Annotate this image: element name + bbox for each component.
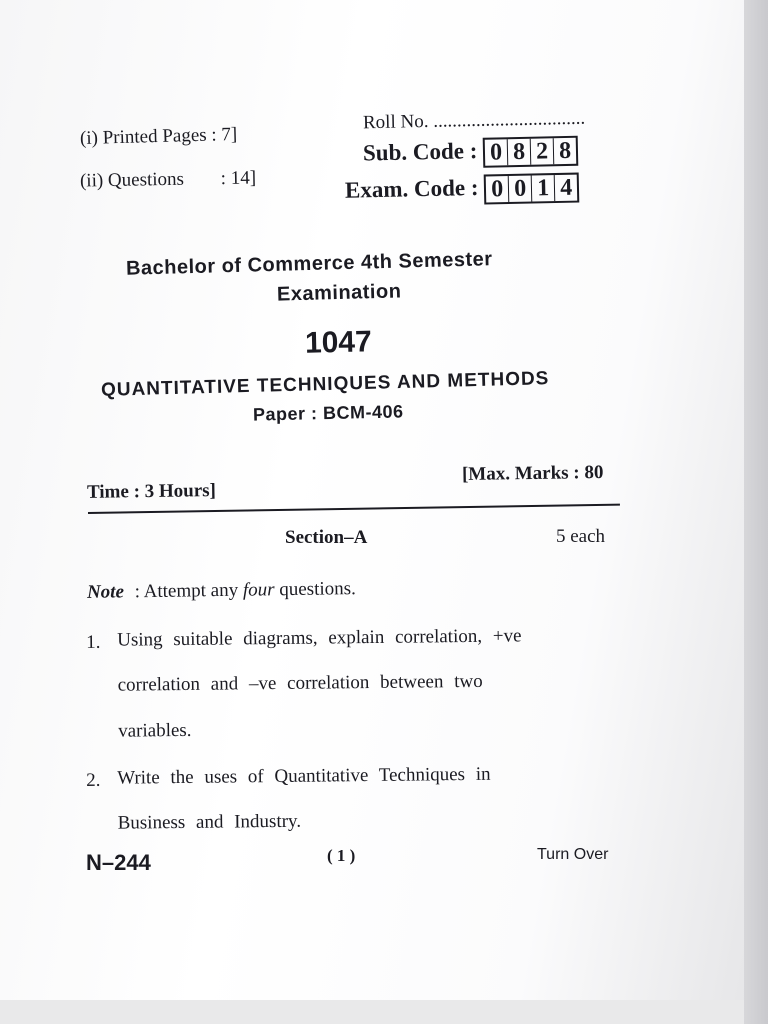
paper-code-footer: N–244: [86, 850, 151, 875]
question-line: Write the uses of Quantitative Techniques in: [117, 763, 491, 789]
sub-code: [363, 136, 579, 170]
turn-over: Turn Over: [537, 846, 609, 863]
course-title: Bachelor of Commerce 4th Semester: [125, 248, 493, 280]
exam-code-digit: 0: [486, 176, 510, 202]
exam-code-digit: 0: [509, 176, 533, 202]
question-line: variables.: [118, 719, 192, 742]
roll-no: Roll No. ................................: [362, 107, 586, 134]
sub-code-digit: 8: [558, 137, 572, 165]
section-title: Section–A: [285, 527, 368, 548]
max-marks: [Max. Marks : 80: [461, 462, 604, 485]
sub-code-digit: 8: [508, 139, 532, 165]
printed-pages: (i) Printed Pages : 7]: [79, 123, 238, 150]
paper-code: Paper : BCM-406: [252, 401, 404, 425]
exam-code: [345, 173, 580, 208]
question-line: correlation and –ve correlation between two: [117, 670, 483, 696]
note-text-pre: : Attempt any: [134, 579, 239, 603]
question-1: [86, 614, 627, 750]
exam-code-digit: 1: [532, 175, 556, 201]
exam-code-box: [484, 173, 580, 205]
question-2: [86, 752, 627, 848]
sub-code-label: Sub. Code :: [362, 138, 478, 166]
subject-title: QUANTITATIVE TECHNIQUES AND METHODS: [100, 368, 550, 401]
paper-number: 1047: [304, 325, 373, 360]
exam-code-digit: 4: [559, 174, 573, 201]
question-number: 2.: [86, 769, 101, 791]
page-number: ( 1 ): [327, 846, 356, 865]
section-marks: 5 each: [556, 526, 606, 547]
questions-text: (ii) Questions: [79, 168, 185, 192]
questions-label: [80, 167, 256, 192]
exam-code-label: Exam. Code :: [344, 174, 479, 203]
paper-edge: [744, 0, 768, 1024]
sub-code-digit: 0: [485, 139, 509, 165]
exam-time: Time : 3 Hours]: [86, 480, 217, 503]
questions-count: : 14]: [220, 167, 257, 190]
note-label: Note: [86, 581, 125, 603]
note: [87, 578, 356, 604]
sub-code-box: [483, 136, 579, 168]
sub-code-digit: 2: [531, 138, 555, 164]
note-emphasis: four: [242, 579, 275, 601]
question-line: Business and Industry.: [117, 810, 302, 834]
question-number: 1.: [86, 631, 101, 653]
question-line: Using suitable diagrams, explain correlation, +ve: [117, 625, 522, 651]
note-text-post: questions.: [279, 578, 356, 601]
examination-label: Examination: [276, 280, 402, 306]
